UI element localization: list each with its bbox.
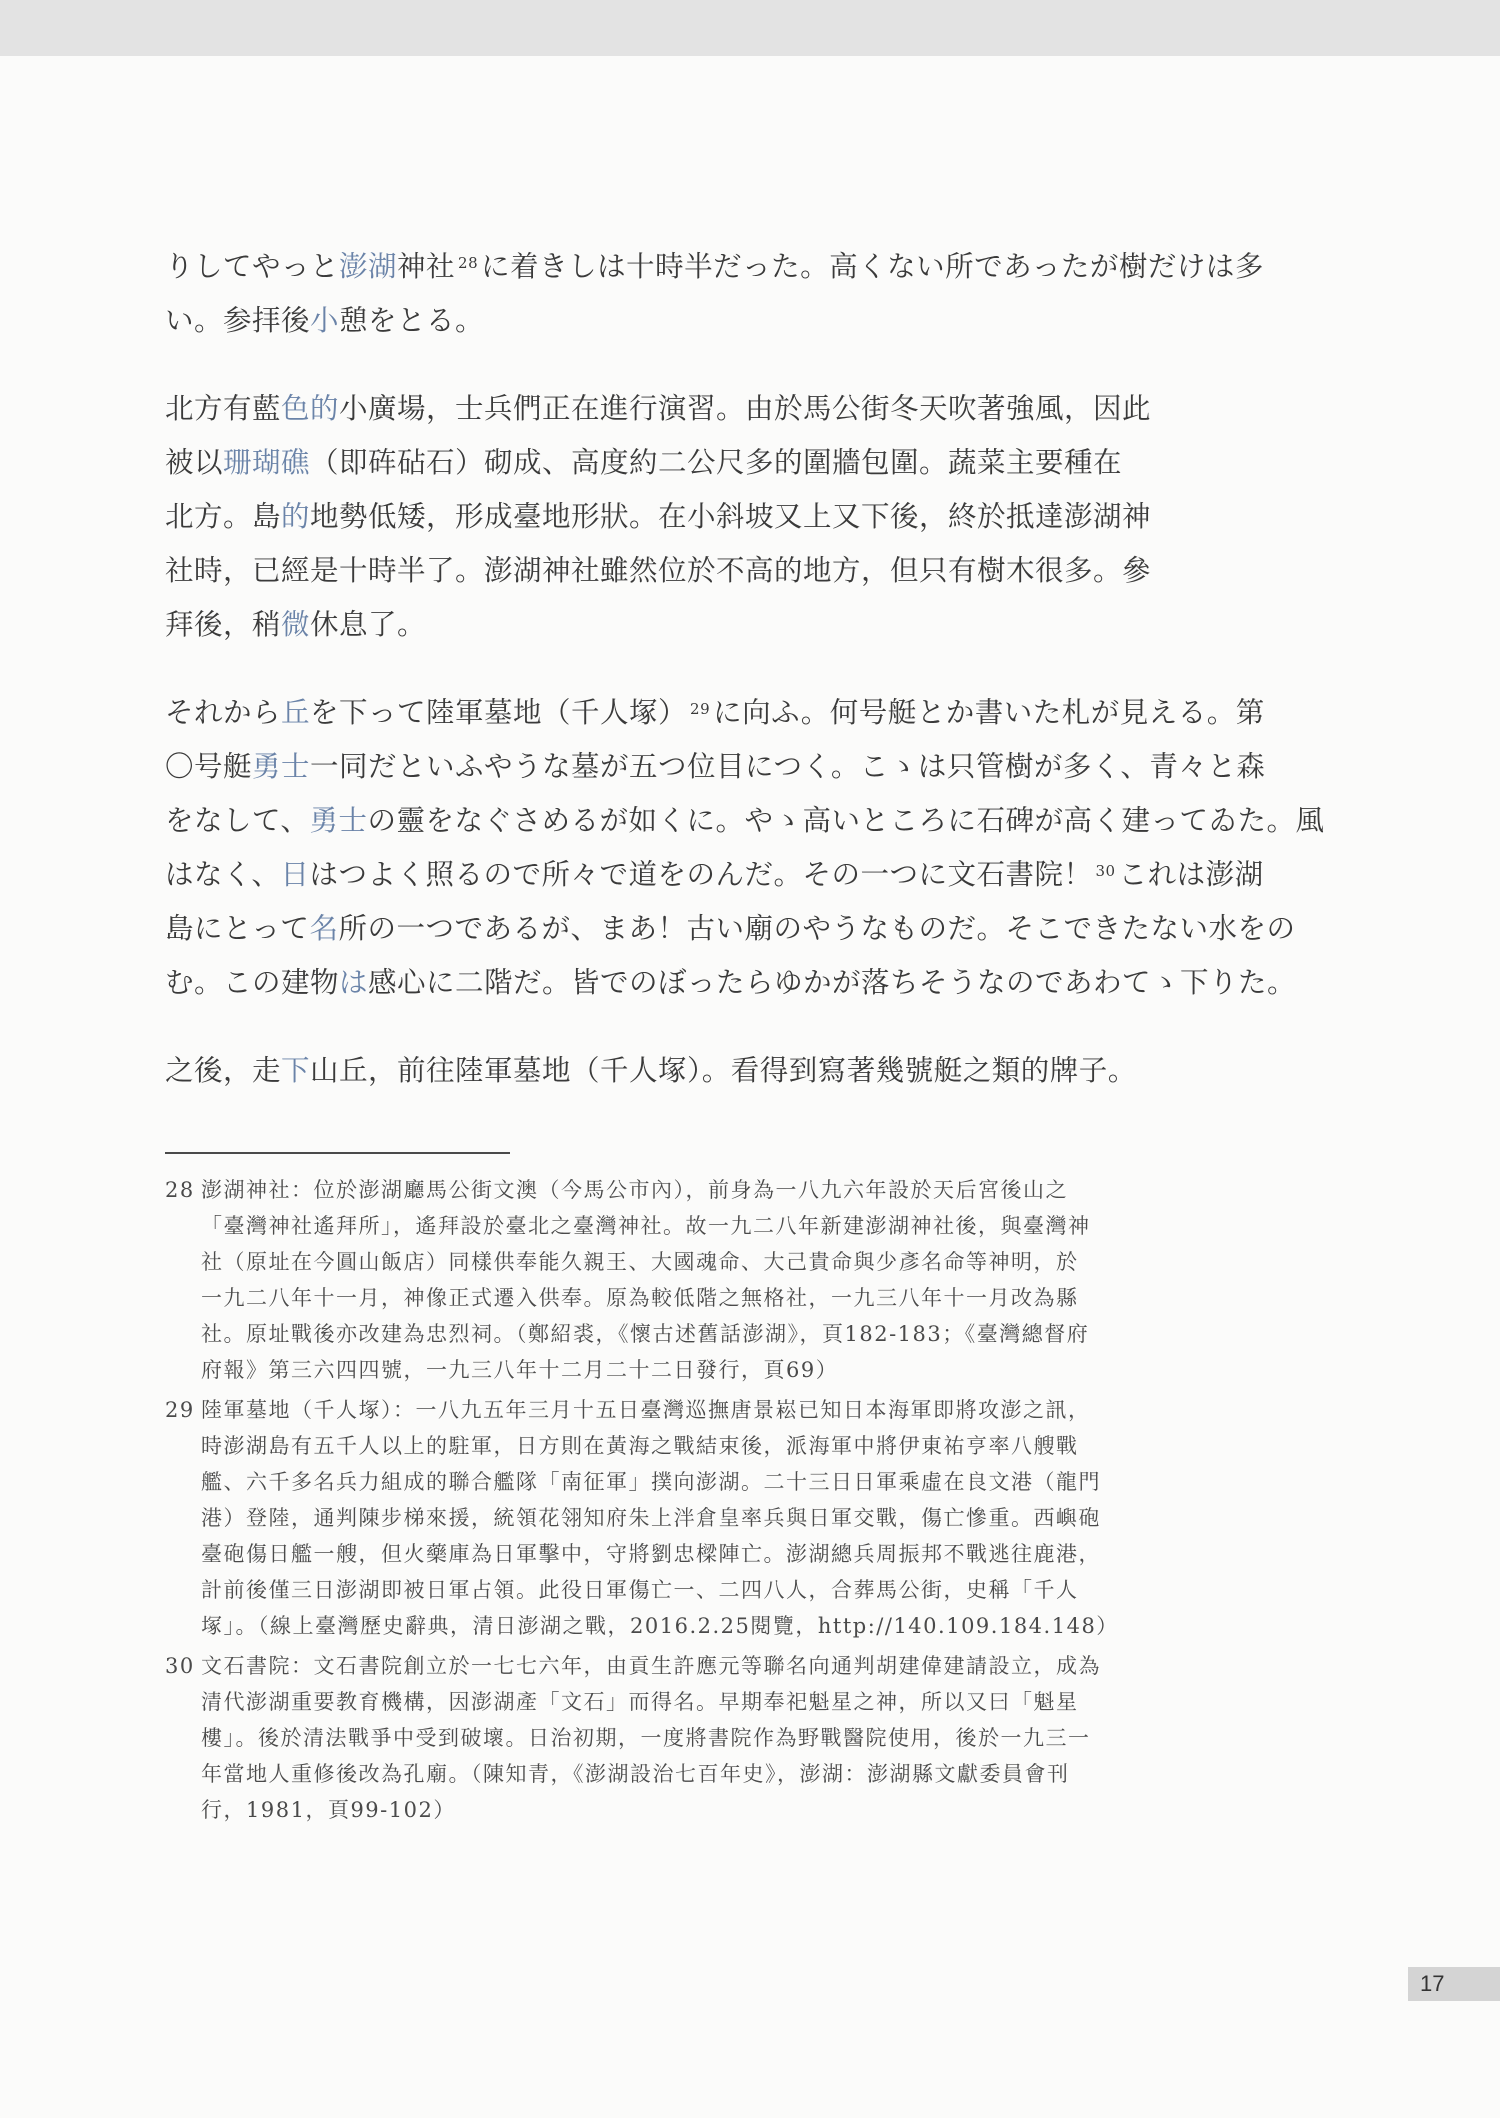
highlighted-text: 勇士 <box>309 804 368 837</box>
footnote-number: 28 <box>165 1178 195 1202</box>
text-line <box>165 956 1297 1010</box>
page-number: 17 <box>1408 1967 1500 2001</box>
footnote-line: 計前後僅三日澎湖即被日軍占領。此役日軍傷亡一、二四八人，合葬馬公街，史稱「千人 <box>201 1578 1079 1602</box>
footnote-item <box>165 1648 1275 1828</box>
footnote-ref: 28 <box>458 254 479 272</box>
footnote-rule <box>165 1152 510 1154</box>
highlighted-text: は <box>339 966 369 999</box>
text-run: い。参拝後 <box>165 304 311 337</box>
text-run: 被以 <box>165 446 224 479</box>
footnote-item <box>165 1172 1275 1388</box>
footnote-number: 30 <box>165 1654 195 1678</box>
footnote-line: 塚」。（線上臺灣歷史辭典，清日澎湖之戰，2016.2.25閱覽，http://140.109.184.148） <box>201 1614 1119 1638</box>
highlighted-text: 澎湖 <box>339 250 398 283</box>
footnote-line: 年當地人重修後改為孔廟。（陳知青，《澎湖設治七百年史》，澎湖：澎湖縣文獻委員會刊 <box>201 1762 1070 1786</box>
text-run: これは澎湖 <box>1118 858 1264 891</box>
text-run: 拜後，稍 <box>165 608 282 641</box>
highlighted-text: 微 <box>281 608 311 641</box>
text-run: （即砗砧石）砌成、高度約二公尺多的圍牆包圍。蔬菜主要種在 <box>310 446 1123 479</box>
text-line <box>165 1044 1275 1098</box>
footnote-line: 清代澎湖重要教育機構，因澎湖產「文石」而得名。早期奉祀魁星之神，所以又曰「魁星 <box>201 1690 1079 1714</box>
text-line <box>165 902 1296 956</box>
text-run: はつよく照るので所々で道をのんだ。その一つに文石書院！ <box>309 858 1093 891</box>
highlighted-text: 下 <box>281 1054 311 1087</box>
text-run: 之後，走 <box>165 1054 282 1087</box>
body-text <box>165 240 1325 1098</box>
paragraph-ja <box>165 686 1325 1010</box>
highlighted-text: 小 <box>310 304 340 337</box>
text-run: をなして、 <box>165 804 310 837</box>
text-line <box>165 294 1275 348</box>
highlighted-text: 色的 <box>281 392 340 425</box>
footnote-line: 陸軍墓地（千人塚）：一八九五年三月十五日臺灣巡撫唐景崧已知日本海軍即將攻澎之訊， <box>201 1398 1091 1422</box>
text-run: 地勢低矮，形成臺地形狀。在小斜坡又上又下後，終於抵達澎湖神 <box>310 500 1152 533</box>
footnote-ref: 30 <box>1095 862 1116 880</box>
text-line <box>165 848 1275 902</box>
footnote-line: 社（原址在今圓山飯店）同樣供奉能久親王、大國魂命、大己貴命與少彥名命等神明，於 <box>201 1250 1079 1274</box>
text-run: 島にとって <box>165 912 310 945</box>
text-run: 一同だといふやうな墓が五つ位目につく。こゝは只管樹が多く、青々と森 <box>310 750 1266 783</box>
text-run: に向ふ。何号艇とか書いた札が見える。第 <box>713 696 1265 729</box>
text-run: む。この建物 <box>165 966 340 999</box>
text-line <box>165 382 1275 436</box>
text-run: 〇号艇 <box>165 750 253 783</box>
footnote-line: 一九二八年十一月，神像正式遷入供奉。原為較低階之無格社，一九三八年十一月改為縣 <box>201 1286 1079 1310</box>
footnotes <box>165 1172 1275 1828</box>
highlighted-text: 勇士 <box>252 750 311 783</box>
highlighted-text: 的 <box>281 500 311 533</box>
footnote-line: 社。原址戰後亦改建為忠烈祠。（鄭紹裘，《懷古述舊話澎湖》，頁182-183；《臺灣總督府 <box>201 1322 1090 1346</box>
paragraph-ja <box>165 240 1275 348</box>
paragraph-zh <box>165 382 1275 652</box>
highlighted-text: 珊瑚礁 <box>223 446 311 479</box>
footnote-line: 時澎湖島有五千人以上的駐軍，日方則在黃海之戰結束後，派海軍中將伊東祐亨率八艘戰 <box>201 1434 1079 1458</box>
footnote-line: 「臺灣神社遙拜所」，遙拜設於臺北之臺灣神社。故一九二八年新建澎湖神社後，與臺灣神 <box>201 1214 1091 1238</box>
text-run: 社時，已經是十時半了。澎湖神社雖然位於不高的地方，但只有樹木很多。參 <box>165 554 1152 587</box>
page-content <box>165 240 1325 1832</box>
footnote-line: 文石書院：文石書院創立於一七七六年，由貢生許應元等聯名向通判胡建偉建請設立，成為 <box>201 1654 1101 1678</box>
text-line <box>165 490 1275 544</box>
text-run: 所の一つであるが、まあ！古い廟のやうなものだ。そこできたない水をの <box>338 912 1296 945</box>
footnote-number: 29 <box>165 1398 195 1422</box>
top-scan-edge <box>0 0 1500 56</box>
text-run: 北方有藍 <box>165 392 282 425</box>
text-run: 休息了。 <box>310 608 427 641</box>
footnote-line: 艦、六千多名兵力組成的聯合艦隊「南征軍」撲向澎湖。二十三日日軍乘虛在良文港（龍門 <box>201 1470 1101 1494</box>
text-run: を下って陸軍墓地（千人塚） <box>310 696 688 729</box>
text-run: りしてやっと <box>165 250 340 283</box>
footnote-item <box>165 1392 1275 1644</box>
highlighted-text: 日 <box>280 858 310 891</box>
footnote-line: 港）登陸，通判陳步梯來援，統領花翎知府朱上泮倉皇率兵與日軍交戰，傷亡慘重。西嶼砲 <box>201 1506 1101 1530</box>
text-run: の靈をなぐさめるが如くに。やゝ高いところに石碑が高く建ってゐた。風 <box>367 804 1325 837</box>
footnote-line: 行，1981，頁99-102） <box>201 1798 456 1822</box>
footnote-line: 臺砲傷日艦一艘，但火藥庫為日軍擊中，守將劉忠樑陣亡。澎湖總兵周振邦不戰逃往鹿港， <box>201 1542 1101 1566</box>
text-run: 山丘，前往陸軍墓地（千人塚）。看得到寫著幾號艇之類的牌子。 <box>310 1054 1137 1087</box>
footnote-line: 府報》第三六四四號，一九三八年十二月二十二日發行，頁69） <box>201 1358 839 1382</box>
text-line <box>165 794 1325 848</box>
footnote-line: 澎湖神社：位於澎湖廳馬公街文澳（今馬公市內），前身為一八九六年設於天后宮後山之 <box>201 1178 1068 1202</box>
text-run: 小廣場，士兵們正在進行演習。由於馬公街冬天吹著強風，因此 <box>339 392 1152 425</box>
text-line <box>165 686 1275 740</box>
text-run: 憩をとる。 <box>339 304 485 337</box>
text-line <box>165 436 1275 490</box>
text-run: それから <box>165 696 282 729</box>
paragraph-zh <box>165 1044 1275 1098</box>
text-line <box>165 240 1275 294</box>
text-run: 神社 <box>397 250 456 283</box>
text-run: に着きしは十時半だった。高くない所であったが樹だけは多 <box>481 250 1264 283</box>
text-run: 感心に二階だ。皆でのぼったらゆかが落ちそうなのであわてゝ下りた。 <box>368 966 1297 999</box>
footnote-ref: 29 <box>690 700 711 718</box>
text-run: 北方。島 <box>165 500 282 533</box>
text-line <box>165 544 1275 598</box>
text-run: はなく、 <box>165 858 281 891</box>
text-line <box>165 598 1275 652</box>
highlighted-text: 丘 <box>281 696 311 729</box>
footnote-line: 樓」。後於清法戰爭中受到破壞。日治初期，一度將書院作為野戰醫院使用，後於一九三一 <box>201 1726 1091 1750</box>
text-line <box>165 740 1275 794</box>
highlighted-text: 名 <box>309 912 339 945</box>
